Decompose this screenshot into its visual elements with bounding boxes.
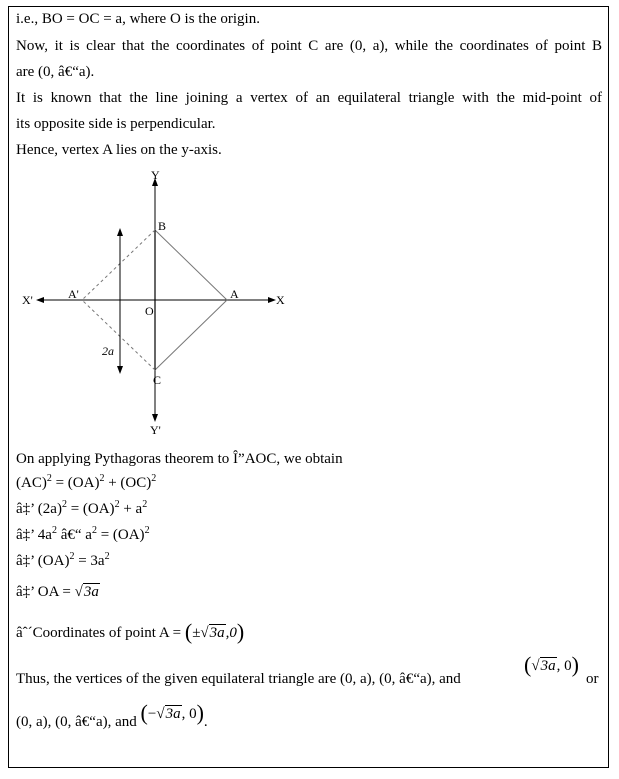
x-axis-right-arrow (268, 297, 276, 303)
text-line-1: i.e., BO = OC = a, where O is the origin. (16, 11, 260, 27)
label-b: B (158, 219, 167, 233)
x-axis-left-arrow (36, 297, 44, 303)
text-line-5: its opposite side is perpendicular. (16, 116, 216, 132)
label-x: X (276, 293, 285, 307)
side-ab (155, 230, 227, 300)
y-axis-down-arrow (152, 414, 158, 422)
equation-2: â‡’ $(2a)^2 = (OA)^2 + a^2$ (16, 499, 148, 517)
equilateral-triangle-diagram (10, 170, 310, 440)
length-arrow-bottom (117, 366, 123, 374)
label-y: Y (151, 170, 160, 182)
equation-1: (AC)$^2$ = (OA)$^2$ + (OC)$^2$ (16, 473, 157, 491)
label-a-prime: A' (68, 287, 79, 301)
text-line-2: Now, it is clear that the coordinates of point C are (0, a), while the coordinates of point B (16, 38, 602, 54)
length-arrow-top (117, 228, 123, 236)
conclusion-line-2: (0, a), (0, â€“a), and (−√3a, 0). (16, 700, 208, 730)
equation-5: â‡’ OA = √3a (16, 584, 99, 600)
text-line-6: Hence, vertex A lies on the y-axis. (16, 142, 222, 158)
label-2a: 2a (102, 344, 114, 358)
text-line-3: are (0, â€“a). (16, 64, 95, 80)
label-y-prime: Y' (150, 423, 161, 437)
label-origin: O (145, 304, 154, 318)
text-line-4: It is known that the line joining a vertex of an equilateral triangle with the mid-point of (16, 90, 602, 106)
label-x-prime: X' (22, 293, 33, 307)
equation-6: âˆ´Coordinates of point A = (±√3a,0) (16, 619, 245, 644)
side-ac (155, 300, 227, 370)
label-a: A (230, 287, 239, 301)
equation-4: â‡’ $(OA)^2 = 3a^2$ (16, 551, 110, 569)
sqrt-3a: √3a (74, 584, 99, 600)
conclusion-line-1: Thus, the vertices of the given equilateral triangle are (0, a), (0, â€“a), and (√3a, 0) or (16, 652, 599, 687)
label-c: C (153, 373, 162, 387)
equation-3: â‡’ $4a^2$ â€“ $a^2 = (OA)^2$ (16, 525, 150, 543)
text-line-7: On applying Pythagoras theorem to Î”AOC, we obtain (16, 451, 343, 467)
dashed-side-a-prime-b (82, 230, 155, 300)
